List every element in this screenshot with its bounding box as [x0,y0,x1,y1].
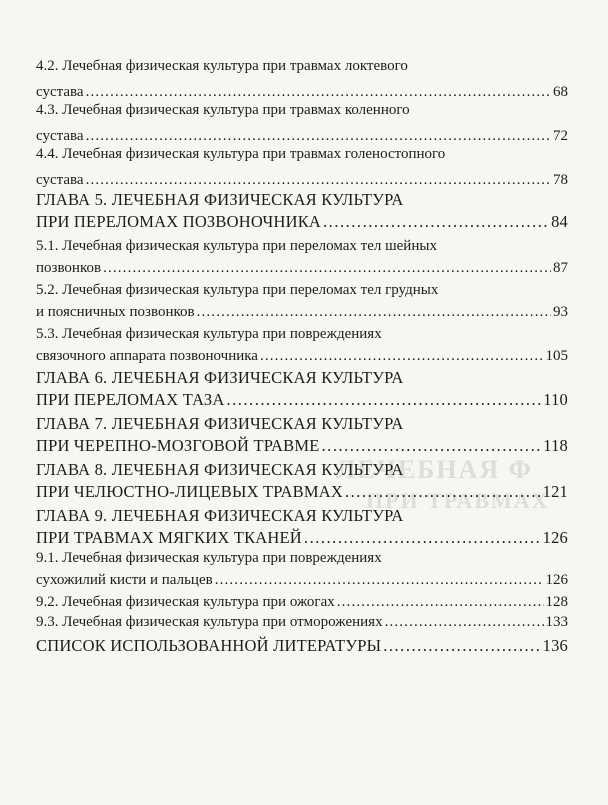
toc-entry-title: 9.1. Лечебная физическая культура при повреждениях [36,550,382,566]
toc-chapter-line [36,506,568,526]
toc-entry-line [36,548,568,568]
toc-dot-leader [86,82,551,102]
toc-page-number: 78 [553,172,568,188]
toc-entry-title: ГЛАВА 6. ЛЕЧЕБНАЯ ФИЗИЧЕСКАЯ КУЛЬТУРА [36,368,404,387]
bleed-through-watermark: ЛЕЧЕБНАЯ Ф [336,455,533,484]
toc-dot-leader [215,570,544,590]
toc-entry-title: 9.3. Лечебная физическая культура при отморожениях [36,614,383,630]
toc-chapter-line [36,390,568,410]
toc-entry-line [36,170,568,190]
toc-leader-row [36,126,568,146]
toc-entry-line [36,570,568,590]
toc-entry-line [36,346,568,366]
toc-leader-row [36,258,568,278]
toc-entry-title: ГЛАВА 7. ЛЕЧЕБНАЯ ФИЗИЧЕСКАЯ КУЛЬТУРА [36,414,404,433]
toc-page-number: 126 [545,572,568,588]
toc-entry-line [36,236,568,256]
toc-leader-row [36,636,568,656]
toc-page-number: 87 [553,260,568,276]
toc-dot-leader [86,126,551,146]
toc-dot-leader [226,390,541,410]
toc-leader-row [36,390,568,410]
toc-entry-title: сустава [36,172,84,188]
toc-page-number: 105 [545,348,568,364]
toc-entry-title: ГЛАВА 9. ЛЕЧЕБНАЯ ФИЗИЧЕСКАЯ КУЛЬТУРА [36,506,404,525]
toc-leader-row [36,592,568,612]
toc-chapter-line [36,212,568,232]
toc-page-number: 68 [553,84,568,100]
toc-dot-leader [322,436,542,456]
toc-entry-line [36,126,568,146]
toc-entry-title: 5.1. Лечебная физическая культура при переломах тел шейных [36,238,437,254]
toc-leader-row [36,346,568,366]
toc-entry-title: ГЛАВА 8. ЛЕЧЕБНАЯ ФИЗИЧЕСКАЯ КУЛЬТУРА [36,460,404,479]
toc-entry-title: ПРИ ЧЕРЕПНО-МОЗГОВОЙ ТРАВМЕ [36,436,320,455]
toc-leader-row [36,302,568,322]
toc-entry-line [36,258,568,278]
toc-page [36,0,568,805]
toc-leader-row [36,436,568,456]
toc-leader-row [36,570,568,590]
toc-entry-title: и поясничных позвонков [36,304,195,320]
toc-dot-leader [304,528,541,548]
toc-entry-title: ГЛАВА 5. ЛЕЧЕБНАЯ ФИЗИЧЕСКАЯ КУЛЬТУРА [36,190,404,209]
toc-leader-row [36,612,568,632]
toc-entry-title: ПРИ ТРАВМАХ МЯГКИХ ТКАНЕЙ [36,528,302,547]
toc-page-number: 133 [545,614,568,630]
toc-chapter-line [36,528,568,548]
toc-page-number: 118 [543,436,568,455]
toc-chapter-line [36,414,568,434]
toc-entry-title: 4.2. Лечебная физическая культура при травмах локтевого [36,58,408,74]
toc-page-number: 136 [542,636,568,655]
toc-entry-title: ПРИ ПЕРЕЛОМАХ ПОЗВОНОЧНИКА [36,212,322,231]
bleed-through-watermark: ПРИ ТРАВМАХ [366,488,550,513]
toc-entry-title: 5.3. Лечебная физическая культура при повреждениях [36,326,382,342]
toc-dot-leader [197,302,551,322]
toc-entry-line [36,144,568,164]
toc-entry-line [36,302,568,322]
toc-entry-title: ПРИ ПЕРЕЛОМАХ ТАЗА [36,390,225,409]
toc-chapter-line [36,436,568,456]
toc-entry-title: позвонков [36,260,102,276]
toc-entry-line [36,82,568,102]
toc-page-number: 72 [553,128,568,144]
toc-leader-row [36,170,568,190]
toc-dot-leader [103,258,551,278]
toc-chapter-line [36,482,568,502]
toc-leader-row [36,482,568,502]
toc-page-number: 110 [543,390,568,409]
toc-entry-title: ПРИ ЧЕЛЮСТНО-ЛИЦЕВЫХ ТРАВМАХ [36,482,343,501]
toc-chapter-line [36,636,568,656]
toc-dot-leader [337,592,544,612]
toc-leader-row [36,212,568,232]
toc-chapter-line [36,190,568,210]
toc-entry-line [36,280,568,300]
toc-dot-leader [385,612,544,632]
toc-entry-line [36,100,568,120]
toc-entry-line [36,56,568,76]
toc-page-number: 93 [553,304,568,320]
toc-page-number: 128 [545,594,568,610]
toc-page-number: 84 [551,212,568,231]
toc-entry-title: сухожилий кисти и пальцев [36,572,213,588]
toc-entry-line [36,592,568,612]
toc-entry-title: связочного аппарата позвоночника [36,348,258,364]
toc-leader-row [36,82,568,102]
toc-dot-leader [86,170,551,190]
toc-entry-title: сустава [36,128,84,144]
toc-entry-title: 9.2. Лечебная физическая культура при ожогах [36,594,335,610]
toc-entry-title: 4.3. Лечебная физическая культура при травмах коленного [36,102,410,118]
toc-entry-line [36,324,568,344]
toc-entry-title: СПИСОК ИСПОЛЬЗОВАННОЙ ЛИТЕРАТУРЫ [36,636,382,655]
toc-chapter-line [36,368,568,388]
toc-dot-leader [383,636,540,656]
toc-entry-title: 5.2. Лечебная физическая культура при переломах тел грудных [36,282,439,298]
toc-page-number: 126 [542,528,568,547]
toc-dot-leader [345,482,541,502]
toc-leader-row [36,528,568,548]
toc-page-number: 121 [542,482,568,501]
toc-dot-leader [260,346,544,366]
toc-entry-title: 4.4. Лечебная физическая культура при травмах голеностопного [36,146,446,162]
toc-chapter-line [36,460,568,480]
toc-dot-leader [323,212,549,232]
toc-entry-title: сустава [36,84,84,100]
toc-entry-line [36,612,568,632]
